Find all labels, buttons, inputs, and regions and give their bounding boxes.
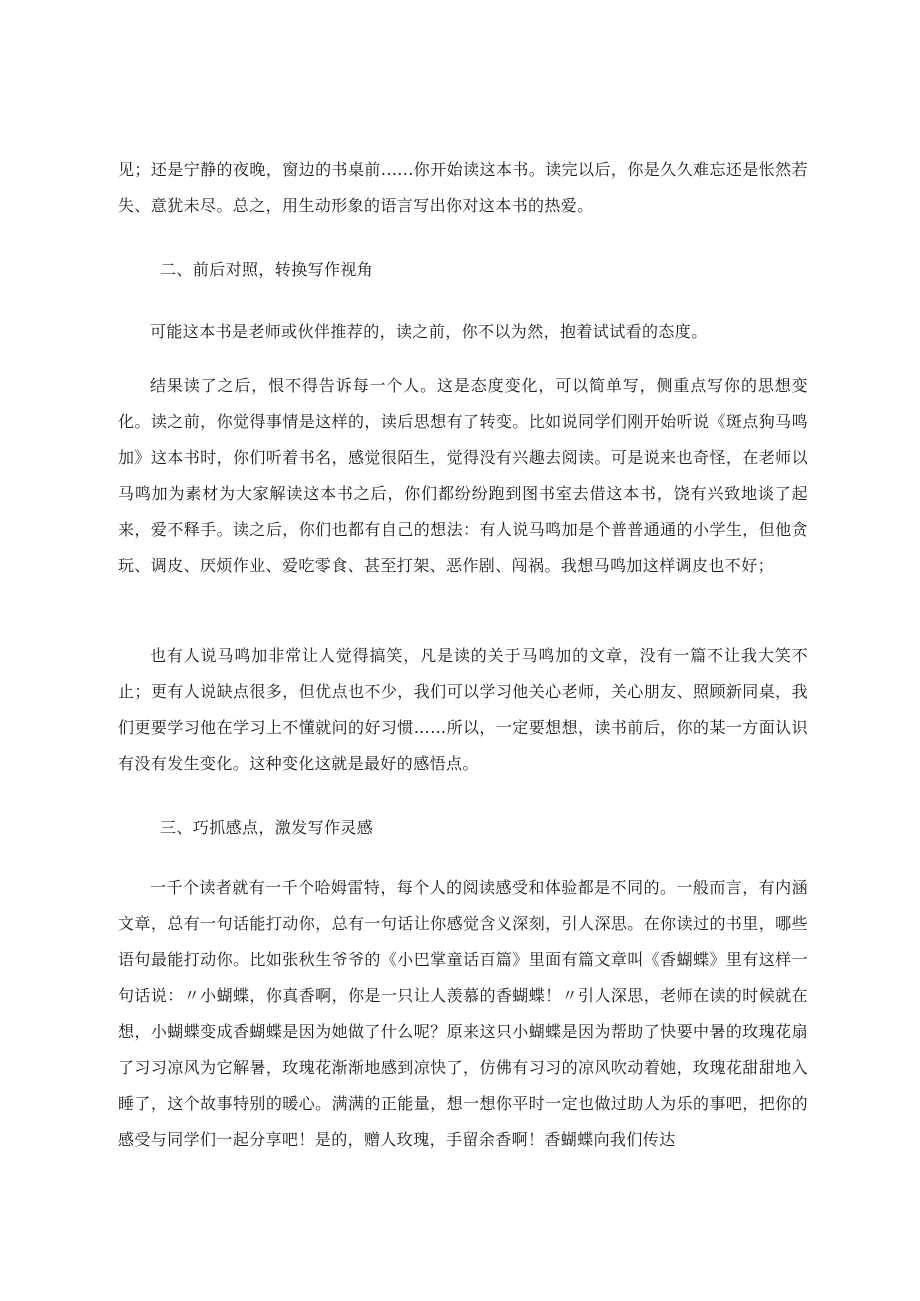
paragraph-inspiration: 一千个读者就有一千个哈姆雷特，每个人的阅读感受和体验都是不同的。一般而言，有内涵文章，总有一句话能打动你，总有一句话让你感觉含义深刻，引人深思。在你读过的书里，哪些语句最能打动你。比如张秋生爷爷的《小巴掌童话百篇》里面有篇文章叫《香蝴蝶》里有这样一句话说：〃小蝴蝶，你真香啊，你是一只让人羡慕的香蝴蝶！〃引人深思，老师在读的时候就在想，小蝴蝶变成香蝴蝶是因为她做了什么呢？原来这只小蝴蝶是因为帮助了快要中暑的玫瑰花扇了习习凉风为它解暑，玫瑰花渐渐地感到凉快了，仿佛有习习的凉风吹动着她，玫瑰花甜甜地入睡了，这个故事特别的暖心。满满的正能量，想一想你平时一定也做过助人为乐的事吧，把你的感受与同学们一起分享吧！是的，赠人玫瑰，手留余香啊！香蝴蝶向我们传达 — [118, 878, 808, 1149]
paragraph-other-opinions: 也有人说马鸣加非常让人觉得搞笑，凡是读的关于马鸣加的文章，没有一篇不让我大笑不止；更有人说缺点很多，但优点也不少，我们可以学习他关心老师，关心朋友、照顾新同桌，我们更要学习他在学习上不懂就问的好习惯……所以，一定要想想，读书前后，你的某一方面认识有没有发生变化。这种变化这就是最好的感悟点。 — [118, 646, 808, 773]
section-heading-3: 三、巧抓感点，激发写作灵感 — [160, 818, 374, 837]
section-heading-2: 二、前后对照，转换写作视角 — [160, 260, 374, 279]
paragraph-intro-continuation: 见；还是宁静的夜晚，窗边的书桌前......你开始读这本书。读完以后，你是久久难忘还是怅然若失、意犹未尽。总之，用生动形象的语言写出你对这本书的热爱。 — [118, 160, 808, 215]
paragraph-attitude-change: 结果读了之后，恨不得告诉每一个人。这是态度变化，可以简单写，侧重点写你的思想变化。读之前，你觉得事情是这样的，读后思想有了转变。比如说同学们刚开始听说《斑点狗马鸣加》这本书时，你们听着书名，感觉很陌生，觉得没有兴趣去阅读。可是说来也奇怪，在老师以马鸣加为素材为大家解读这本书之后，你们都纷纷跑到图书室去借这本书，饶有兴致地谈了起来，爱不释手。读之后，你们也都有自己的想法：有人说马鸣加是个普普通通的小学生，但他贪玩、调皮、厌烦作业、爱吃零食、甚至打架、恶作剧、闯祸。我想马鸣加这样调皮也不好； — [118, 376, 808, 575]
paragraph-recommendation: 可能这本书是老师或伙伴推荐的，读之前，你不以为然，抱着试试看的态度。 — [150, 322, 708, 341]
